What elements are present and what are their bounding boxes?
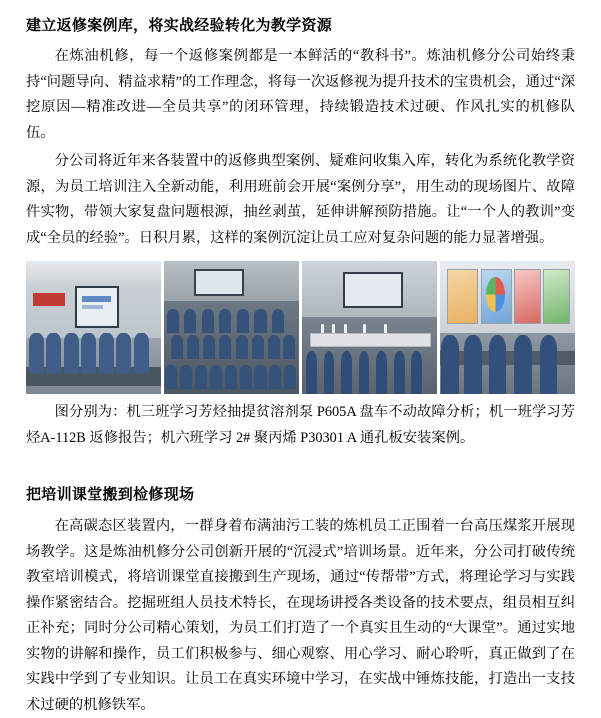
photo-strip: [26, 261, 575, 394]
photo-wide-hall: [302, 261, 437, 394]
photo3-person: [376, 351, 387, 394]
photo3-person: [411, 351, 422, 394]
photo-classroom-projector: [26, 261, 161, 394]
section-spacer: [26, 451, 575, 465]
section-heading-1: 建立返修案例库，将实战经验转化为教学资源: [26, 17, 333, 34]
photo3-person: [324, 351, 335, 394]
photo2-row-front: [164, 365, 299, 389]
photo4-color-wheel: [486, 277, 505, 312]
photo1-people: [26, 333, 161, 373]
photo3-board: [343, 272, 404, 308]
photo4-person: [514, 335, 532, 394]
section-heading-2: 把培训课堂搬到检修现场: [26, 486, 195, 503]
photo4-person: [441, 335, 459, 394]
photo1-projector-screen: [75, 286, 120, 327]
photo2-screen: [194, 269, 244, 296]
photo1-ceiling: [26, 261, 161, 284]
photo2-row-mid: [164, 335, 299, 359]
photo4-poster: [447, 269, 479, 324]
photo4-person: [464, 335, 482, 394]
paragraph-1-2: 分公司将近年来各装置中的返修典型案例、疑难问收集入库，转化为系统化教学资源，为员工培训注入全新动能，利用班前会开展“案例分享”，用生动的现场图片、故障件实物，带领大家复盘问题根源，抽丝剥茧，延伸讲解预防措施。让“一个人的教训”变成“全员的经验”。日积月累，这样的案例沉淀让员工应对复杂问题的能力显著增强。: [26, 153, 575, 246]
photo3-person: [394, 351, 405, 394]
photo4-poster: [543, 269, 571, 324]
photo4-poster: [514, 269, 540, 324]
photo3-person: [359, 351, 370, 394]
photo-poster-wall: [440, 261, 575, 394]
photo2-row-back: [164, 309, 299, 333]
paragraph-1-1: 在炼油机修，每一个返修案例都是一本鲜活的“教科书”。炼油机修分公司始终秉持“问题导向、精益求精”的工作理念，将每一次返修视为提升技术的宝贵机会，通过“深挖原因—精准改进—全员共享”的闭环管理，持续锻造技术过硬、作风扎实的机修队伍。: [26, 48, 575, 141]
photo3-person: [306, 351, 317, 394]
photo4-person: [489, 335, 507, 394]
paragraph-2-1: 在高碳态区装置内，一群身着布满油污工装的炼机员工正围着一台高压煤浆开展现场教学。这是炼油机修分公司创新开展的“沉浸式”培训场景。近年来，分公司打破传统教室培训模式，将培训课堂直接搬到生产现场，通过“传帮带”方式，将理论学习与实践操作紧密结合。挖掘班组人员技术特长，在现场讲授各类设备的技术要点，组员相互纠正补充；同时分公司精心策划，为员工们打造了一个真实且生动的“大课堂”。通过实地实物的讲解和操作，员工们积极参与、细心观察、用心学习、耐心聆听，真正做到了在实践中学到了专业知识。让员工在真实环境中学习，在实战中锤炼技能，打造出一支技术过硬的机修铁军。: [26, 518, 575, 713]
photo3-person: [341, 351, 352, 394]
photo4-person: [540, 335, 558, 394]
photo-seated-rows: [164, 261, 299, 394]
photo3-table: [310, 333, 431, 347]
photo-caption: 图分别为：机三班学习芳烃抽提贫溶剂泵 P605A 盘车不动故障分析；机一班学习芳烃A-112B 返修报告；机六班学习 2# 聚丙烯 P30301 A 通孔板安装案例。: [26, 404, 575, 446]
photo1-banner: [33, 293, 65, 306]
